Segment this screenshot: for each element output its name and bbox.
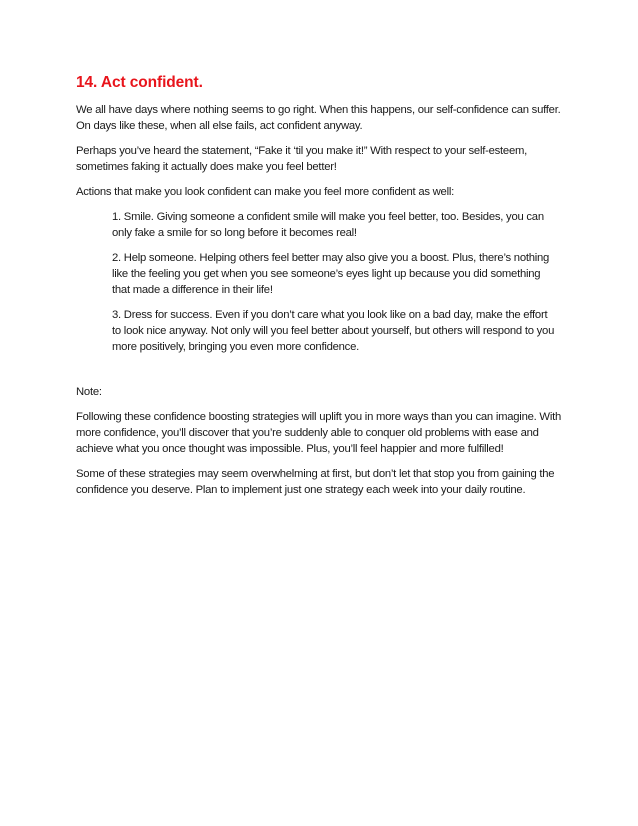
actions-paragraph: Actions that make you look confident can make you feel more confident as well:: [76, 186, 454, 198]
fake-it-paragraph: Perhaps you’ve heard the statement, “Fake it ‘til you make it!” With respect to your self-esteem, sometimes faking it actually does make you feel better!: [76, 145, 528, 173]
list-item-dress: 3. Dress for success. Even if you don’t care what you look like on a bad day, make the effort to look nice anyway. Not only will you feel better about yourself, but others will respond to you more positively, bringing you even more confidence.: [112, 309, 555, 353]
note-paragraph-1: Following these confidence boosting strategies will uplift you in more ways than you can imagine. With more confidence, you’ll discover that you’re suddenly able to conquer old problems with ease and achieve what you once thought was impossible. Plus, you’ll feel happier and more fulfilled!: [76, 411, 562, 455]
spacer: [76, 364, 562, 384]
note-label: Note:: [76, 386, 102, 398]
list-item-help: 2. Help someone. Helping others feel better may also give you a boost. Plus, there’s nothing like the feeling you get when you see someone’s eyes light up because you did something that made a difference in their life!: [112, 252, 550, 296]
intro-paragraph: We all have days where nothing seems to go right. When this happens, our self-confidence can suffer. On days like these, when all else fails, act confident anyway.: [76, 104, 561, 132]
note-paragraph-2: Some of these strategies may seem overwhelming at first, but don’t let that stop you from gaining the confidence you deserve. Plan to implement just one strategy each week into your daily routine.: [76, 468, 555, 496]
list-item-smile: 1. Smile. Giving someone a confident smile will make you feel better, too. Besides, you can only fake a smile for so long before it becomes real!: [112, 211, 544, 239]
section-heading: 14. Act confident.: [76, 74, 203, 91]
